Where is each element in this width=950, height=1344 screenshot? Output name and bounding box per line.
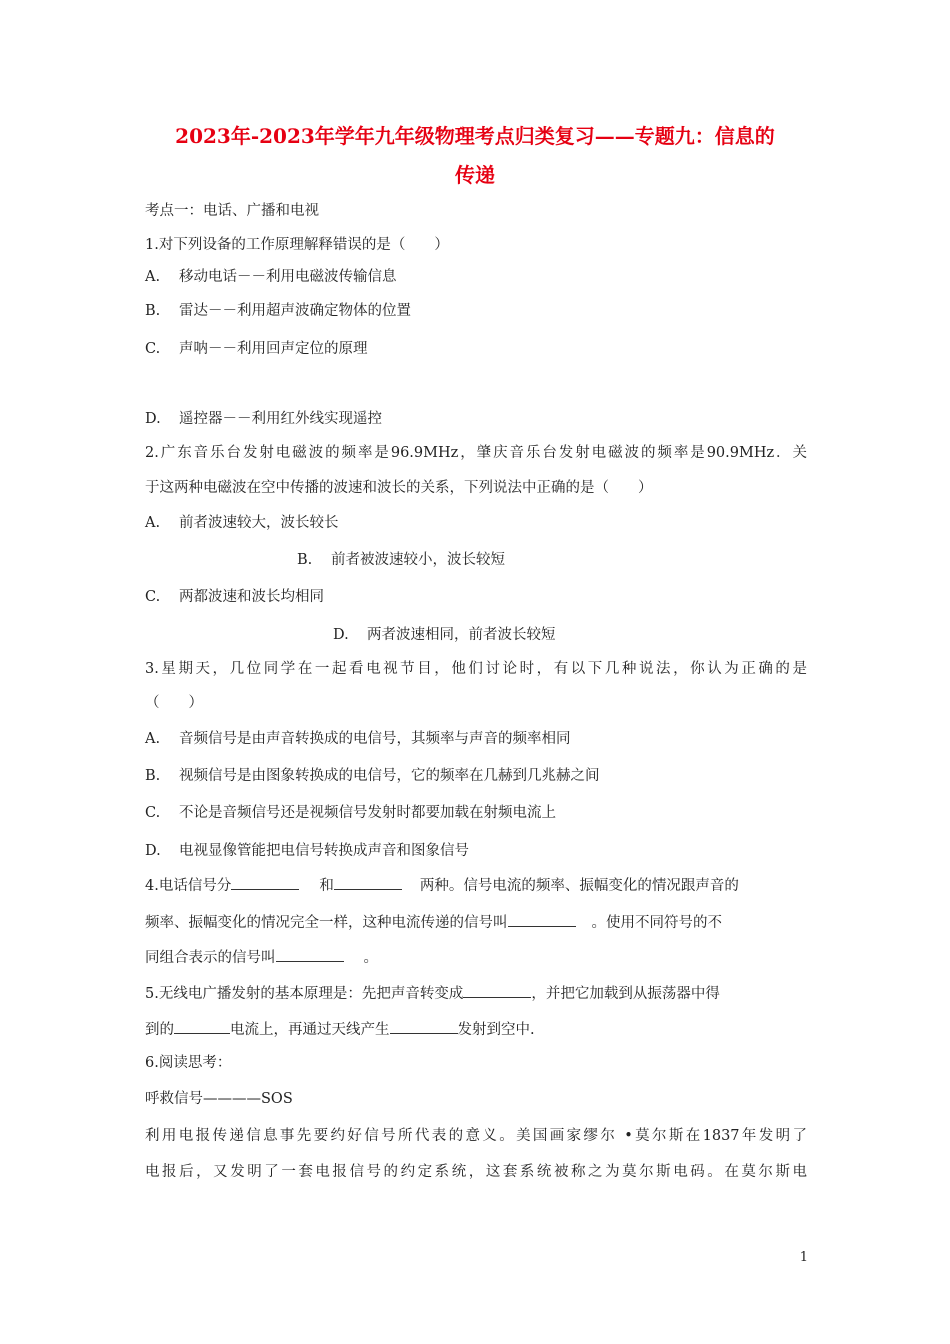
- q3-option-c: C. 不论是音频信号还是视频信号发射时都要加载在射频电流上: [145, 805, 556, 821]
- section-heading: 考点一：电话、广播和电视: [145, 203, 319, 219]
- q1-option-a: A. 移动电话－－利用电磁波传输信息: [145, 269, 397, 285]
- q2-option-d: D. 两者波速相同，前者波长较短: [333, 627, 556, 643]
- q6-subtitle: 呼救信号————SOS: [145, 1091, 293, 1107]
- answer-blank[interactable]: [334, 875, 402, 890]
- answer-blank[interactable]: [174, 1019, 230, 1034]
- q1-stem: 1.对下列设备的工作原理解释错误的是（ ）: [145, 237, 449, 253]
- q5-line1: 5.无线电广播发射的基本原理是：先把声音转变成 ，并把它加载到从振荡器中得: [145, 983, 720, 1004]
- q2-stem-line1: 2.广东音乐台发射电磁波的频率是96.9MHz，肇庆音乐台发射电磁波的频率是90.9MHz．关: [145, 445, 807, 461]
- q3-option-d: D. 电视显像管能把电信号转换成声音和图象信号: [145, 843, 469, 859]
- answer-blank[interactable]: [276, 947, 344, 962]
- q3-stem-line1: 3.星期天，几位同学在一起看电视节目，他们讨论时，有以下几种说法，你认为正确的是: [145, 661, 807, 677]
- q6-paragraph-line1: 利用电报传递信息事先要约好信号所代表的意义。美国画家缪尔 •莫尔斯在1837年发明了: [145, 1128, 807, 1144]
- q6-stem: 6.阅读思考：: [145, 1055, 232, 1071]
- q5-line2: 到的 电流上，再通过天线产生 发射到空中.: [145, 1019, 535, 1040]
- q1-option-d: D. 遥控器－－利用红外线实现遥控: [145, 411, 382, 427]
- q4-line3: 同组合表示的信号叫 。: [145, 947, 378, 968]
- q2-option-c: C. 两都波速和波长均相同: [145, 589, 324, 605]
- answer-blank[interactable]: [231, 875, 299, 890]
- q4-line2: 频率、振幅变化的情况完全一样，这种电流传递的信号叫 。使用不同符号的不: [145, 912, 722, 933]
- q3-option-b: B. 视频信号是由图象转换成的电信号，它的频率在几赫到几兆赫之间: [145, 768, 600, 784]
- q6-paragraph-line2: 电报后，又发明了一套电报信号的约定系统，这套系统被称之为莫尔斯电码。在莫尔斯电: [145, 1164, 807, 1180]
- answer-blank[interactable]: [463, 983, 531, 998]
- q3-stem-line2: （ ）: [145, 695, 203, 711]
- q2-option-a: A. 前者波速较大，波长较长: [145, 515, 339, 531]
- page-number: 1: [799, 1250, 808, 1265]
- doc-title-line2: 传递: [455, 163, 495, 187]
- q1-option-b: B. 雷达－－利用超声波确定物体的位置: [145, 303, 411, 319]
- q3-option-a: A. 音频信号是由声音转换成的电信号，其频率与声音的频率相同: [145, 731, 571, 747]
- q2-option-b: B. 前者被波速较小，波长较短: [297, 552, 505, 568]
- q4-line1: 4.电话信号分 和 两种。信号电流的频率、振幅变化的情况跟声音的: [145, 875, 739, 896]
- answer-blank[interactable]: [508, 912, 576, 927]
- answer-blank[interactable]: [390, 1019, 458, 1034]
- doc-title-line1: 2023年-2023年学年九年级物理考点归类复习——专题九：信息的: [175, 124, 775, 148]
- q2-stem-line2: 于这两种电磁波在空中传播的波速和波长的关系，下列说法中正确的是（ ）: [145, 480, 653, 496]
- q1-option-c: C. 声呐－－利用回声定位的原理: [145, 341, 368, 357]
